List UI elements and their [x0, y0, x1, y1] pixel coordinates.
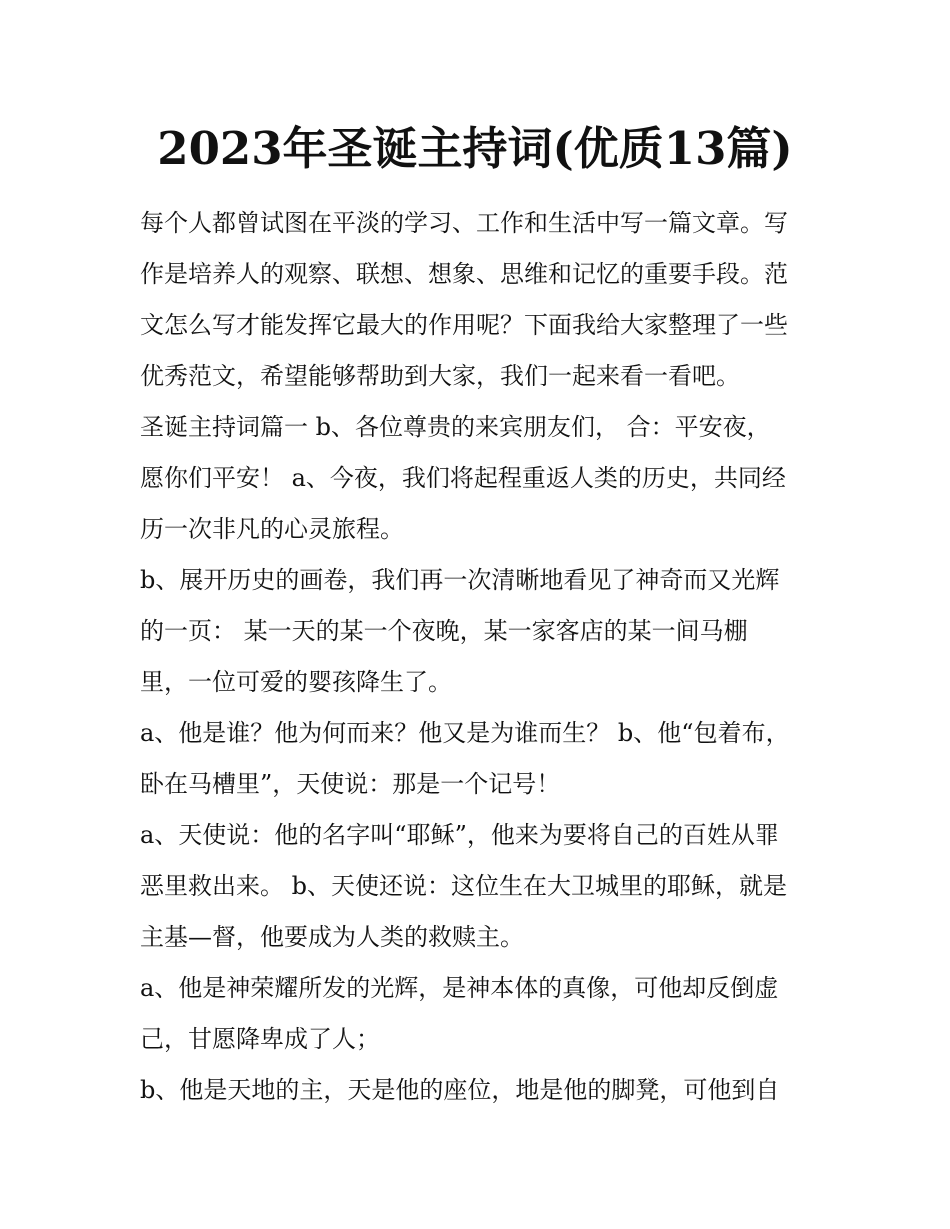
text-line: 圣诞主持词篇一 b、各位尊贵的来宾朋友们， 合：平安夜，: [140, 413, 771, 441]
text-line: 文怎么写才能发挥它最大的作用呢？下面我给大家整理了一些: [140, 311, 788, 339]
text-line: 主基—督，他要成为人类的救赎主。: [140, 923, 524, 951]
text-line: 愿你们平安！ a、今夜，我们将起程重返人类的历史，共同经: [140, 464, 786, 492]
text-line: 卧在马槽里”，天使说：那是一个记号！: [140, 770, 561, 798]
document-body: [140, 198, 815, 1116]
text-line: a、天使说：他的名字叫“耶稣”，他来为要将自己的百姓从罪: [140, 821, 779, 849]
text-line: 作是培养人的观察、联想、想象、思维和记忆的重要手段。范: [140, 260, 788, 288]
text-line: a、他是谁？他为何而来？他又是为谁而生？ b、他“包着布，: [140, 719, 790, 747]
text-line: b、他是天地的主，天是他的座位，地是他的脚凳，可他到自: [140, 1076, 780, 1104]
text-line: 每个人都曾试图在平淡的学习、工作和生活中写一篇文章。写: [140, 209, 788, 237]
text-line: 里，一位可爱的婴孩降生了。: [140, 668, 452, 696]
document-title: 2023年圣诞主持词(优质13篇): [157, 122, 793, 175]
text-line: b、展开历史的画卷，我们再一次清晰地看见了神奇而又光辉: [140, 566, 780, 594]
text-line: 的一页： 某一天的某一个夜晚，某一家客店的某一间马棚: [140, 617, 748, 645]
text-line: 优秀范文，希望能够帮助到大家，我们一起来看一看吧。: [140, 362, 740, 390]
text-line: 恶里救出来。 b、天使还说：这位生在大卫城里的耶稣，就是: [140, 872, 787, 900]
text-line: 己，甘愿降卑成了人；: [140, 1025, 380, 1053]
text-line: 历一次非凡的心灵旅程。: [140, 515, 404, 543]
text-line: a、他是神荣耀所发的光辉，是神本体的真像，可他却反倒虚: [140, 974, 779, 1002]
